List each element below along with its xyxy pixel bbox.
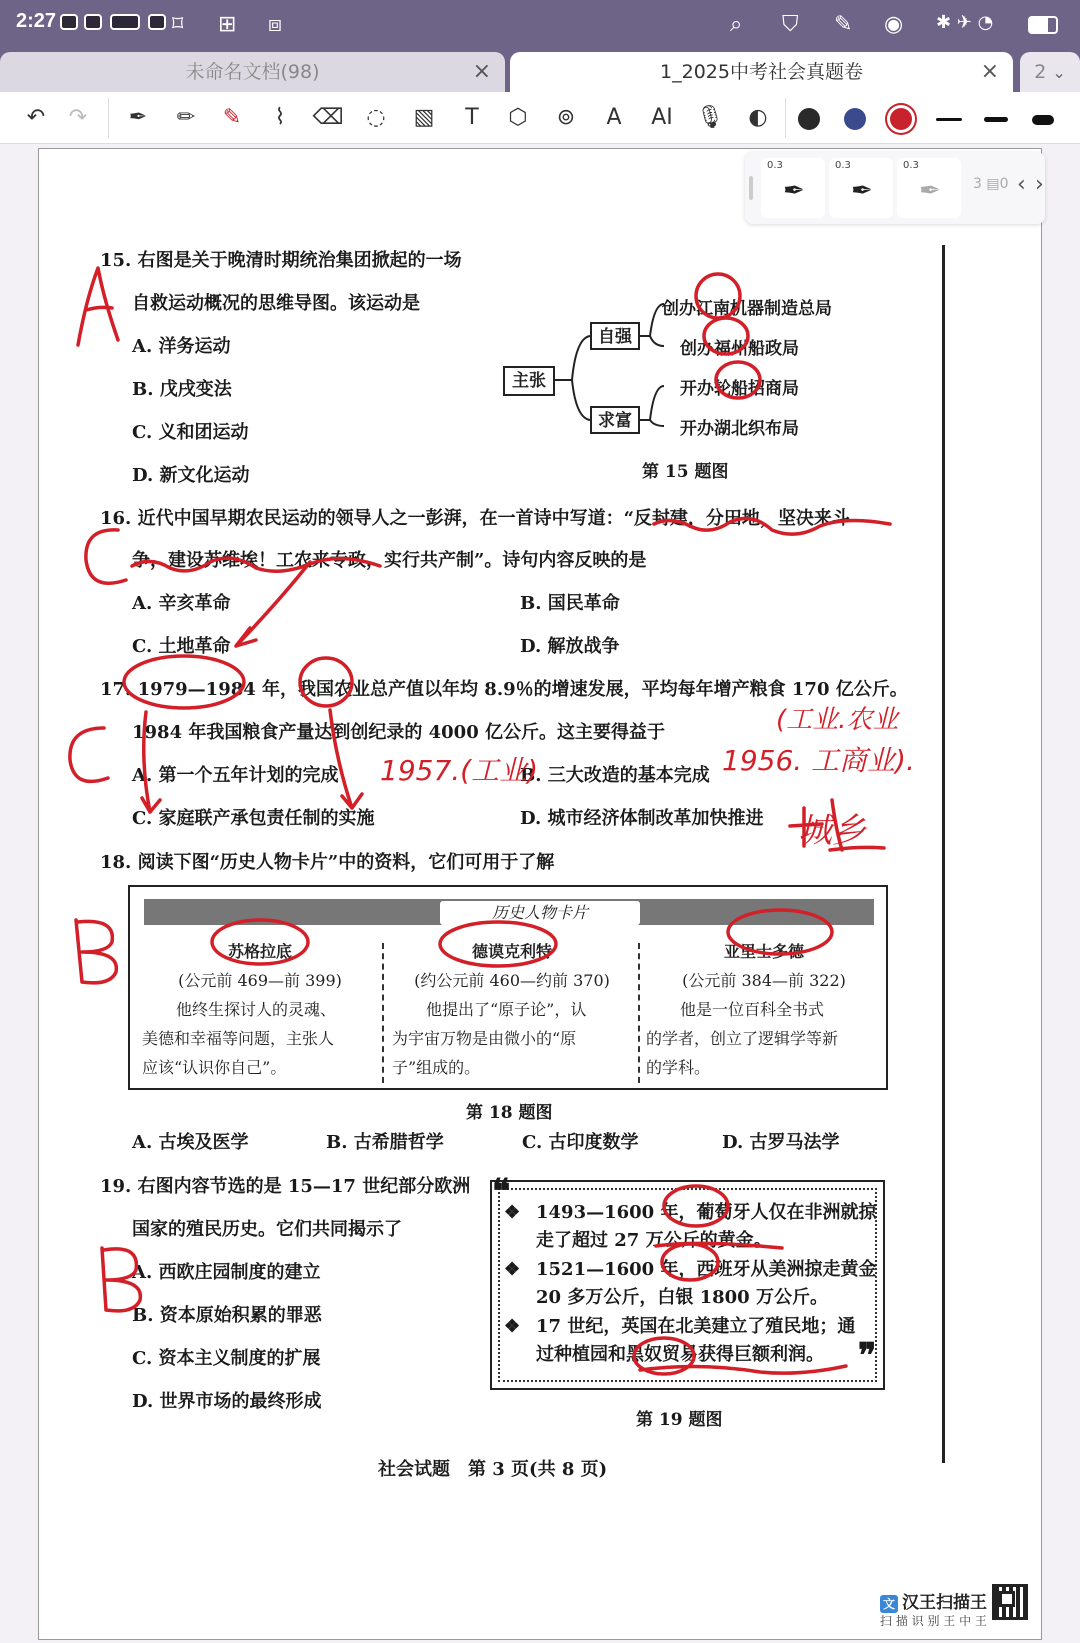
q15-caption: 第 15 题图 <box>642 462 729 482</box>
lasso-icon[interactable]: ◌ <box>366 105 386 130</box>
q15-option-a: A. 洋务运动 <box>132 336 231 357</box>
q19-stem-line1: 19. 右图内容节选的是 15—17 世纪部分欧洲 <box>100 1176 471 1197</box>
redo-icon[interactable]: ↷ <box>68 105 88 130</box>
page-indicator: 3 ▤0 <box>973 176 1009 192</box>
handwritten-answer-q17 <box>70 728 108 781</box>
mind-map-branch-1: 自强 <box>590 322 640 350</box>
clock: 2:27 <box>16 10 57 32</box>
person-desc-line: 应该“认识你自己”。 <box>142 1058 287 1077</box>
person-desc-line: 美德和幸福等问题，主张人 <box>142 1029 335 1048</box>
q17-option-d: D. 城市经济体制改革加快推进 <box>520 808 764 829</box>
handwritten-note-1956: 1956. 工商业). <box>722 744 915 777</box>
quote-1-line2: 走了超过 27 万公斤的黄金。 <box>536 1230 772 1251</box>
q18-stem: 18. 阅读下图“历史人物卡片”中的资料，它们可用于了解 <box>100 852 555 873</box>
crop-icon[interactable]: ⧈ <box>268 12 282 37</box>
ink-circle <box>716 362 760 398</box>
q18-option-b: B. 古希腊哲学 <box>326 1132 444 1153</box>
q15-option-c: C. 义和团运动 <box>132 422 249 443</box>
person-desc-line: 为宇宙万物是由微小的“原 <box>392 1029 577 1048</box>
bullet-icon: ❖ <box>504 1259 521 1280</box>
q15-stem-line2: 自救运动概况的思维导图。该运动是 <box>132 293 420 314</box>
chevron-right-icon[interactable]: › <box>1035 172 1044 197</box>
q18-caption: 第 18 题图 <box>466 1103 553 1123</box>
mind-map-leaf-4: 开办湖北织布局 <box>680 419 799 439</box>
highlighter-icon[interactable]: ⌇ <box>274 105 286 130</box>
mic-icon[interactable]: 🎙 <box>696 105 724 130</box>
q19-option-b: B. 资本原始积累的罪恶 <box>132 1305 322 1326</box>
close-icon[interactable]: × <box>472 59 491 84</box>
pen-icon: ✒ <box>783 176 805 206</box>
person-desc-line: 子”组成的。 <box>392 1058 481 1077</box>
mind-map-branch-2: 求富 <box>590 406 640 434</box>
new-window-icon[interactable]: ⊞ <box>218 12 237 37</box>
q15-option-b: B. 戊戌变法 <box>132 379 232 400</box>
ink-circle <box>662 1244 718 1280</box>
image-icon[interactable]: ▧ <box>413 105 435 130</box>
card-title: 历史人物卡片 <box>440 901 640 925</box>
person-name: 亚里士多德 <box>723 942 804 961</box>
mind-map-leaf-2: 创办福州船政局 <box>680 339 799 359</box>
q16-option-b: B. 国民革命 <box>520 593 620 614</box>
page-footer: 社会试题 第 3 页(共 8 页) <box>378 1459 608 1480</box>
edit-icon[interactable]: ✎ <box>834 12 853 37</box>
pen-icon: ✒ <box>851 176 873 206</box>
person-name: 苏格拉底 <box>227 942 292 961</box>
eye-icon[interactable]: ◉ <box>884 12 904 37</box>
pen-width: 0.3 <box>767 160 783 171</box>
mind-map-leaf-1: 创办江南机器制造总局 <box>662 299 832 319</box>
ink-circle <box>704 318 748 354</box>
q19-option-d: D. 世界市场的最终形成 <box>132 1391 322 1412</box>
undo-icon[interactable]: ↶ <box>26 105 46 130</box>
handwritten-answer-q15 <box>78 268 118 345</box>
chevron-left-icon[interactable]: ‹ <box>1017 172 1026 197</box>
mind-map-leaf-3: 开办轮船招商局 <box>680 379 799 399</box>
quote-2-line2: 20 多万公斤，白银 1800 万公斤。 <box>536 1287 828 1308</box>
tab-label: 1_2025中考社会真题卷 <box>660 61 863 83</box>
q15-option-d: D. 新文化运动 <box>132 465 250 486</box>
handwritten-note-bottom: 城乡 <box>798 811 866 851</box>
pen-icon[interactable]: ✒ <box>128 105 148 130</box>
pen-width: 0.3 <box>835 160 851 171</box>
quote-3-line2: 过种植园和黑奴贸易获得巨额利润。 <box>536 1344 824 1365</box>
search-icon[interactable]: ⌕ <box>730 12 743 37</box>
text-recognize-icon[interactable]: A <box>606 105 622 130</box>
ink-arrow <box>330 710 362 808</box>
pencil-icon[interactable]: ✏ <box>176 105 196 130</box>
open-quote-icon: ❝ <box>492 1172 511 1212</box>
q17-option-c: C. 家庭联产承包责任制的实施 <box>132 808 375 829</box>
mind-map-root: 主张 <box>503 366 555 396</box>
q16-stem-line2: 争，建设苏维埃！工农来专政，实行共产制”。诗句内容反映的是 <box>132 550 647 571</box>
ink-circle <box>124 656 244 708</box>
person-desc-line: 他提出了“原子论”，认 <box>426 1000 587 1019</box>
person-desc-line: 他是一位百科全书式 <box>680 1000 825 1019</box>
q17-option-a: A. 第一个五年计划的完成 <box>132 765 339 786</box>
quote-2-line1: 1521—1600 年，西班牙从美洲掠走黄金 <box>536 1259 877 1280</box>
close-icon[interactable]: × <box>980 59 999 84</box>
q18-option-d: D. 古罗马法学 <box>722 1132 840 1153</box>
ink-circle <box>664 1186 728 1226</box>
ink-circle <box>696 274 740 318</box>
q16-option-d: D. 解放战争 <box>520 636 620 657</box>
q19-caption: 第 19 题图 <box>636 1410 723 1430</box>
eraser-icon[interactable]: ⌫ <box>312 105 344 130</box>
ink-circle <box>300 658 352 706</box>
page-number: 3 <box>973 176 982 192</box>
q18-option-c: C. 古印度数学 <box>522 1132 639 1153</box>
q19-stem-line2: 国家的殖民历史。它们共同揭示了 <box>132 1219 402 1240</box>
ai-icon[interactable]: AI <box>651 105 673 130</box>
q17-stem-line1: 17. 1979—1984 年，我国农业总产值以年均 8.9％的增速发展，平均每年增产粮食 170 亿公斤。 <box>100 679 908 700</box>
handwritten-note-industry-agri: (工业.农业 <box>776 705 899 735</box>
handwritten-note-1957: 1957.(工业) <box>380 754 539 787</box>
watermark-subtitle: 扫 描 识 别 王 中 王 <box>880 1614 987 1628</box>
close-quote-icon: ❞ <box>858 1336 877 1376</box>
ocr-icon[interactable]: ⊚ <box>556 105 576 130</box>
person-dates: (公元前 469—前 399) <box>178 971 342 990</box>
q16-option-c: C. 土地革命 <box>132 636 231 657</box>
system-status-icons: ✱ ✈ ◔ <box>936 12 994 33</box>
person-dates: (公元前 384—前 322) <box>682 971 846 990</box>
person-desc-line: 的学科。 <box>646 1058 711 1077</box>
tab-label: 未命名文档(98) <box>185 61 320 83</box>
watermark-brand-text: 汉王扫描王 <box>902 1593 987 1613</box>
q18-option-a: A. 古埃及医学 <box>132 1132 249 1153</box>
ink-circle <box>728 910 832 954</box>
pen-width: 0.3 <box>903 160 919 171</box>
handwritten-answer-q16 <box>86 530 126 583</box>
marker-icon[interactable]: ✎ <box>222 105 242 130</box>
shape-icon[interactable]: ⬡ <box>508 105 528 130</box>
person-dates: (约公元前 460—约前 370) <box>414 971 610 990</box>
q17-option-b: B. 三大改造的基本完成 <box>520 765 710 786</box>
chevron-down-icon: ⌄ <box>1052 63 1066 82</box>
handwritten-answer-q19 <box>102 1248 140 1311</box>
handwritten-answer-q18 <box>76 920 116 983</box>
theme-icon[interactable]: ⛉ <box>782 12 799 37</box>
person-desc-line: 的学者，创立了逻辑学等新 <box>646 1029 839 1048</box>
person-name: 德谟克利特 <box>471 942 552 961</box>
ink-circle <box>440 922 556 966</box>
ink-underline <box>132 558 380 571</box>
ink-underline <box>654 518 890 534</box>
tab-count: 2 <box>1034 61 1047 83</box>
person-desc-line: 他终生探讨人的灵魂、 <box>176 1000 337 1019</box>
pen-icon: ✒ <box>919 176 941 206</box>
ink-arrow <box>236 562 310 646</box>
q16-stem-line1: 16. 近代中国早期农民运动的领导人之一彭湃，在一首诗中写道：“反封建，分田地，坚决来斗 <box>100 508 850 529</box>
ink-circle <box>212 920 308 964</box>
bookmark-icon[interactable]: ⌑ <box>172 12 184 37</box>
quote-1-line1: 1493—1600 年，葡萄牙人仅在非洲就掠 <box>536 1202 877 1223</box>
ink-arrow <box>142 712 160 812</box>
q19-option-a: A. 西欧庄园制度的建立 <box>132 1262 321 1283</box>
quote-3-line1: 17 世纪，英国在北美建立了殖民地；通 <box>536 1316 856 1337</box>
sticker-icon[interactable]: ◐ <box>748 105 768 130</box>
q19-option-c: C. 资本主义制度的扩展 <box>132 1348 321 1369</box>
text-icon[interactable]: T <box>465 105 479 130</box>
q17-stem-line2: 1984 年我国粮食产量达到创纪录的 4000 亿公斤。这主要得益于 <box>132 722 665 743</box>
page-number-tail: 0 <box>999 176 1009 192</box>
bullet-icon: ❖ <box>504 1316 521 1337</box>
q16-option-a: A. 辛亥革命 <box>132 593 231 614</box>
scanner-logo-icon: 文 <box>880 1595 898 1613</box>
bullet-icon: ❖ <box>504 1202 521 1223</box>
q15-stem-line1: 15. 右图是关于晚清时期统治集团掀起的一场 <box>100 250 462 271</box>
